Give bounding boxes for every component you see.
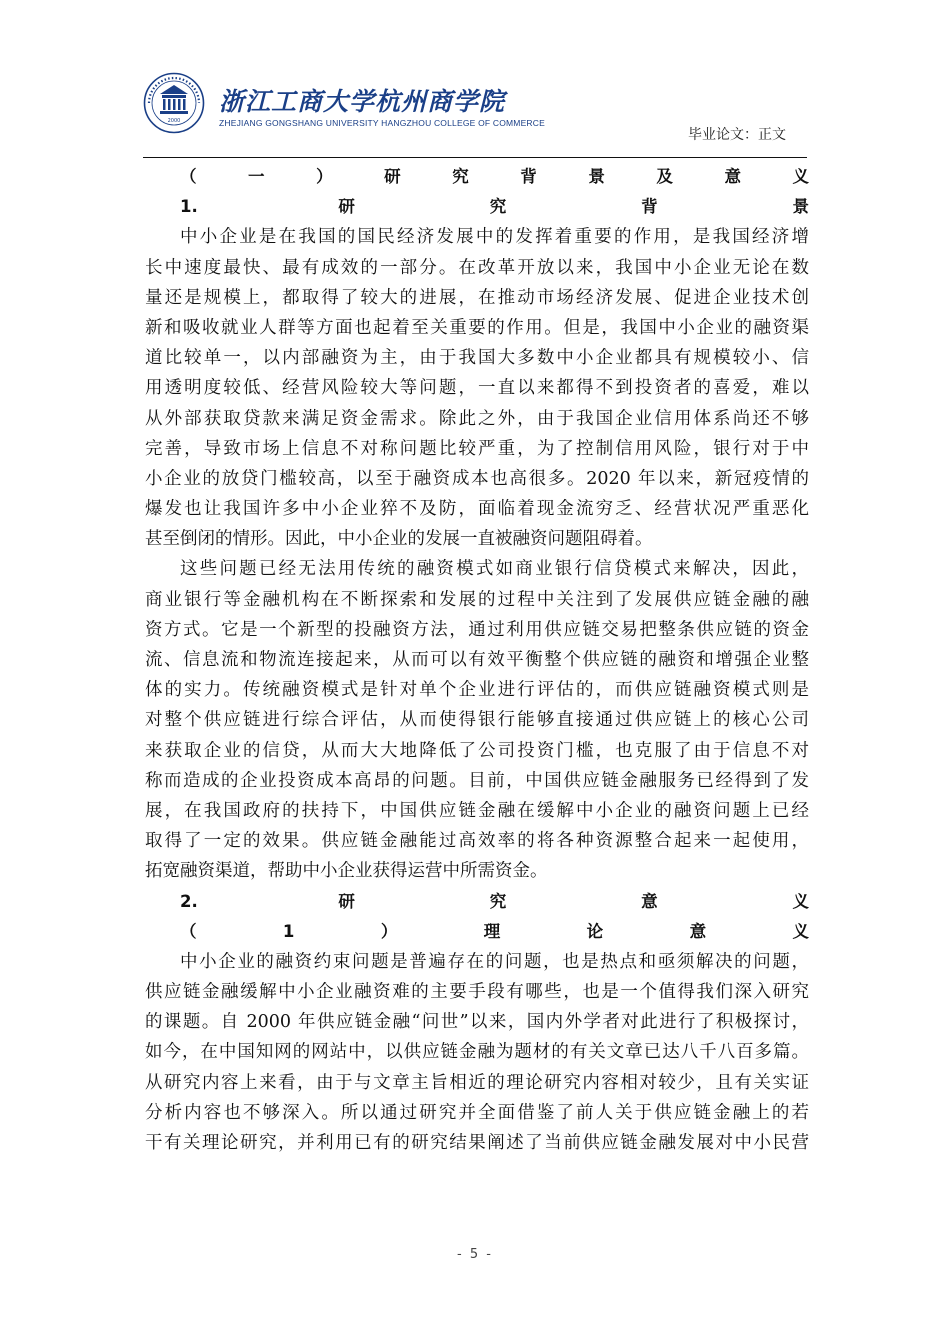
text-line: 的课题。自 2000 年供应链金融“问世”以来，国内外学者对此进行了积极探讨， bbox=[145, 1012, 809, 1033]
subsection-heading-significance: 2. 研究意义 bbox=[180, 891, 809, 911]
text-line: 这些问题已经无法用传统的融资模式如商业银行信贷模式来解决，因此， bbox=[180, 559, 809, 580]
text-line: 从研究内容上来看，由于与文章主旨相近的理论研究内容相对较少，且有关实证 bbox=[145, 1072, 809, 1093]
text-line: 对整个供应链进行综合评估，从而使得银行能够直接通过供应链上的核心公司 bbox=[145, 710, 809, 731]
university-name-english: ZHEJIANG GONGSHANG UNIVERSITY HANGZHOU COLLEGE OF COMMERCE bbox=[219, 118, 545, 128]
university-name-chinese: 浙江工商大学杭州商学院 bbox=[219, 87, 506, 116]
text-line: 完善，导致市场上信息不对称问题比较严重，为了控制信用风险，银行对于中 bbox=[145, 438, 809, 459]
text-line: 中小企业的融资约束问题是普遍存在的问题，也是热点和亟须解决的问题， bbox=[180, 951, 809, 972]
text-line: 小企业的放贷门槛较高，以至于融资成本也高很多。2020 年以来，新冠疫情的 bbox=[145, 468, 809, 489]
text-line: 甚至倒闭的情形。因此，中小企业的发展一直被融资问题阻碍着。 bbox=[145, 529, 653, 550]
text-line: 商业银行等金融机构在不断探索和发展的过程中关注到了发展供应链金融的融 bbox=[145, 589, 809, 610]
text-line: 从外部获取贷款来满足资金需求。除此之外，由于我国企业信用体系尚还不够 bbox=[145, 408, 809, 429]
header-divider bbox=[143, 157, 807, 158]
text-line: 资方式。它是一个新型的投融资方法，通过利用供应链交易把整条供应链的资金 bbox=[145, 619, 809, 640]
text-line: 用透明度较低、经营风险较大等问题，一直以来都得不到投资者的喜爱，难以 bbox=[145, 378, 809, 399]
text-line: 展，在我国政府的扶持下，中国供应链金融在缓解中小企业的融资问题上已经 bbox=[145, 800, 809, 821]
text-line: 长中速度最快、最有成效的一部分。在改革开放以来，我国中小企业无论在数 bbox=[145, 257, 809, 278]
paragraph-theoretical-significance bbox=[145, 947, 809, 1158]
section-heading: （一）研究背景及意义 bbox=[180, 167, 809, 186]
text-line: 如今，在中国知网的网站中，以供应链金融为题材的有关文章已达八千八百多篇。 bbox=[145, 1042, 809, 1063]
page-number: - 5 - bbox=[457, 1247, 493, 1262]
text-line: 量还是规模上，都取得了较大的进展，在推动市场经济发展、促进企业技术创 bbox=[145, 287, 809, 308]
text-line: 拓宽融资渠道，帮助中小企业获得运营中所需资金。 bbox=[145, 861, 548, 882]
university-brand bbox=[219, 88, 545, 128]
text-line: 供应链金融缓解中小企业融资难的主要手段有哪些，也是一个值得我们深入研究 bbox=[145, 982, 809, 1003]
text-line: 新和吸收就业人群等方面也起着至关重要的作用。但是，我国中小企业的融资渠 bbox=[145, 317, 809, 338]
paragraph-supply-chain-finance bbox=[145, 554, 809, 886]
paragraph-background bbox=[145, 222, 809, 554]
text-line: 爆发也让我国许多中小企业猝不及防，面临着现金流穷乏、经营状况严重恶化 bbox=[145, 499, 809, 520]
text-line: 流、信息流和物流连接起来，从而可以有效平衡整个供应链的融资和增强企业整 bbox=[145, 650, 809, 670]
subsection-heading-background: 1. 研究背景 bbox=[180, 197, 809, 217]
text-line: 分析内容也不够深入。所以通过研究并全面借鉴了前人关于供应链金融上的若 bbox=[145, 1102, 809, 1123]
document-body bbox=[145, 162, 809, 1158]
page-header bbox=[143, 62, 808, 160]
text-line: 道比较单一，以内部融资为主，由于我国大多数中小企业都具有规模较小、信 bbox=[145, 348, 809, 369]
seal-year: 2000 bbox=[167, 118, 181, 124]
header-document-label: 毕业论文：正文 bbox=[688, 127, 786, 143]
text-line: 来获取企业的信贷，从而大大地降低了公司投资门槛，也克服了由于信息不对 bbox=[145, 740, 809, 761]
text-line: 体的实力。传统融资模式是针对单个企业进行评估的，而供应链融资模式则是 bbox=[145, 680, 809, 701]
text-line: 称而造成的企业投资成本高昂的问题。目前，中国供应链金融服务已经得到了发 bbox=[145, 770, 809, 791]
text-line: 取得了一定的效果。供应链金融能过高效率的将各种资源整合起来一起使用， bbox=[145, 831, 809, 852]
university-seal-logo bbox=[143, 72, 205, 134]
subsubsection-heading-theory: （1）理论意义 bbox=[180, 921, 809, 941]
text-line: 干有关理论研究，并利用已有的研究结果阐述了当前供应链金融发展对中小民营 bbox=[145, 1133, 809, 1153]
text-line: 中小企业是在我国的国民经济发展中的发挥着重要的作用，是我国经济增 bbox=[180, 227, 809, 248]
